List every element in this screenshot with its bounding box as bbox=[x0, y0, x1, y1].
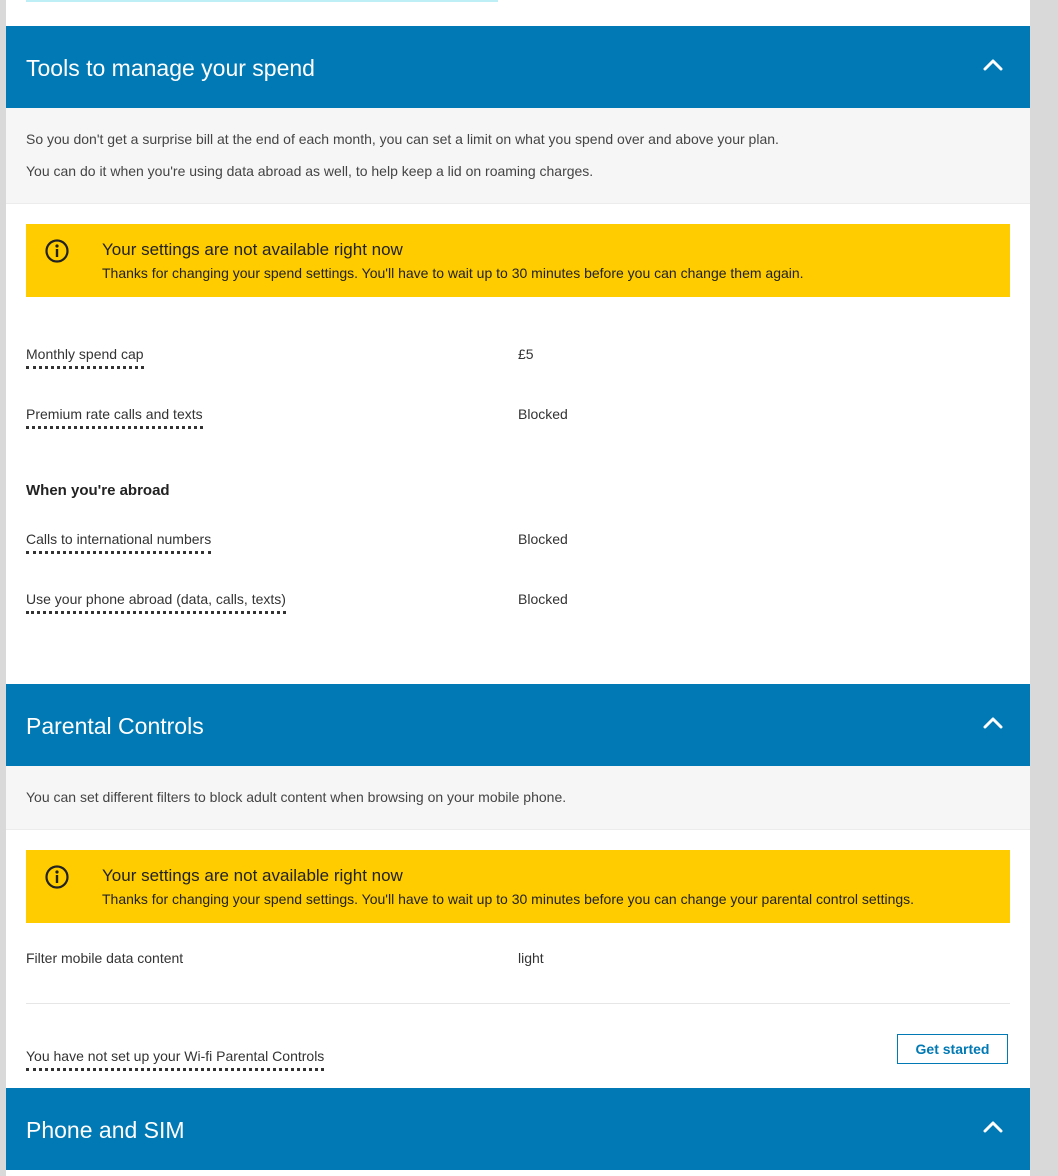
spend-intro-line-2: You can do it when you're using data abroad as well, to help keep a lid on roaming charges. bbox=[26, 163, 594, 179]
premium-rate-value: Blocked bbox=[518, 406, 568, 422]
info-circle-icon bbox=[44, 238, 70, 264]
spend-alert-banner bbox=[26, 224, 1010, 297]
abroad-heading: When you're abroad bbox=[26, 482, 170, 499]
section-title-phone-sim: Phone and SIM bbox=[26, 1117, 185, 1143]
monthly-spend-cap-link[interactable]: Monthly spend cap bbox=[26, 345, 144, 369]
section-title-spend: Tools to manage your spend bbox=[26, 55, 315, 81]
chevron-up-icon[interactable] bbox=[983, 717, 1003, 729]
top-strip bbox=[26, 0, 498, 2]
chevron-up-icon[interactable] bbox=[983, 1121, 1003, 1133]
section-header-spend[interactable] bbox=[6, 26, 1030, 108]
parental-intro bbox=[6, 766, 1030, 830]
get-started-button[interactable]: Get started bbox=[897, 1034, 1008, 1064]
use-phone-abroad-value: Blocked bbox=[518, 591, 568, 607]
page bbox=[6, 0, 1030, 1176]
alert-title: Your settings are not available right now bbox=[102, 240, 403, 259]
section-header-phone-sim[interactable] bbox=[6, 1088, 1030, 1170]
parental-alert-banner bbox=[26, 850, 1010, 923]
alert-text: Thanks for changing your spend settings. You'll have to wait up to 30 minutes before you can change them again. bbox=[102, 265, 804, 281]
international-calls-link[interactable]: Calls to international numbers bbox=[26, 530, 211, 554]
alert-text: Thanks for changing your spend settings. You'll have to wait up to 30 minutes before you can change your parental control settings. bbox=[102, 891, 915, 907]
info-circle-icon bbox=[44, 864, 70, 890]
filter-mobile-data-value: light bbox=[518, 950, 544, 966]
spend-intro bbox=[6, 108, 1030, 204]
chevron-up-icon[interactable] bbox=[983, 59, 1003, 71]
section-title-parental: Parental Controls bbox=[26, 713, 204, 739]
wifi-parental-controls-link[interactable]: You have not set up your Wi-fi Parental Controls bbox=[26, 1047, 324, 1071]
filter-mobile-data-label: Filter mobile data content bbox=[26, 950, 184, 966]
spend-intro-line-1: So you don't get a surprise bill at the end of each month, you can set a limit on what you spend over and above your plan. bbox=[26, 131, 779, 147]
section-header-parental[interactable] bbox=[6, 684, 1030, 766]
use-phone-abroad-link[interactable]: Use your phone abroad (data, calls, texts) bbox=[26, 590, 286, 614]
alert-title: Your settings are not available right now bbox=[102, 866, 403, 885]
monthly-spend-cap-value: £5 bbox=[518, 346, 534, 362]
international-calls-value: Blocked bbox=[518, 531, 568, 547]
premium-rate-link[interactable]: Premium rate calls and texts bbox=[26, 405, 203, 429]
parental-intro-text: You can set different filters to block adult content when browsing on your mobile phone. bbox=[26, 789, 567, 805]
divider bbox=[26, 1003, 1010, 1004]
